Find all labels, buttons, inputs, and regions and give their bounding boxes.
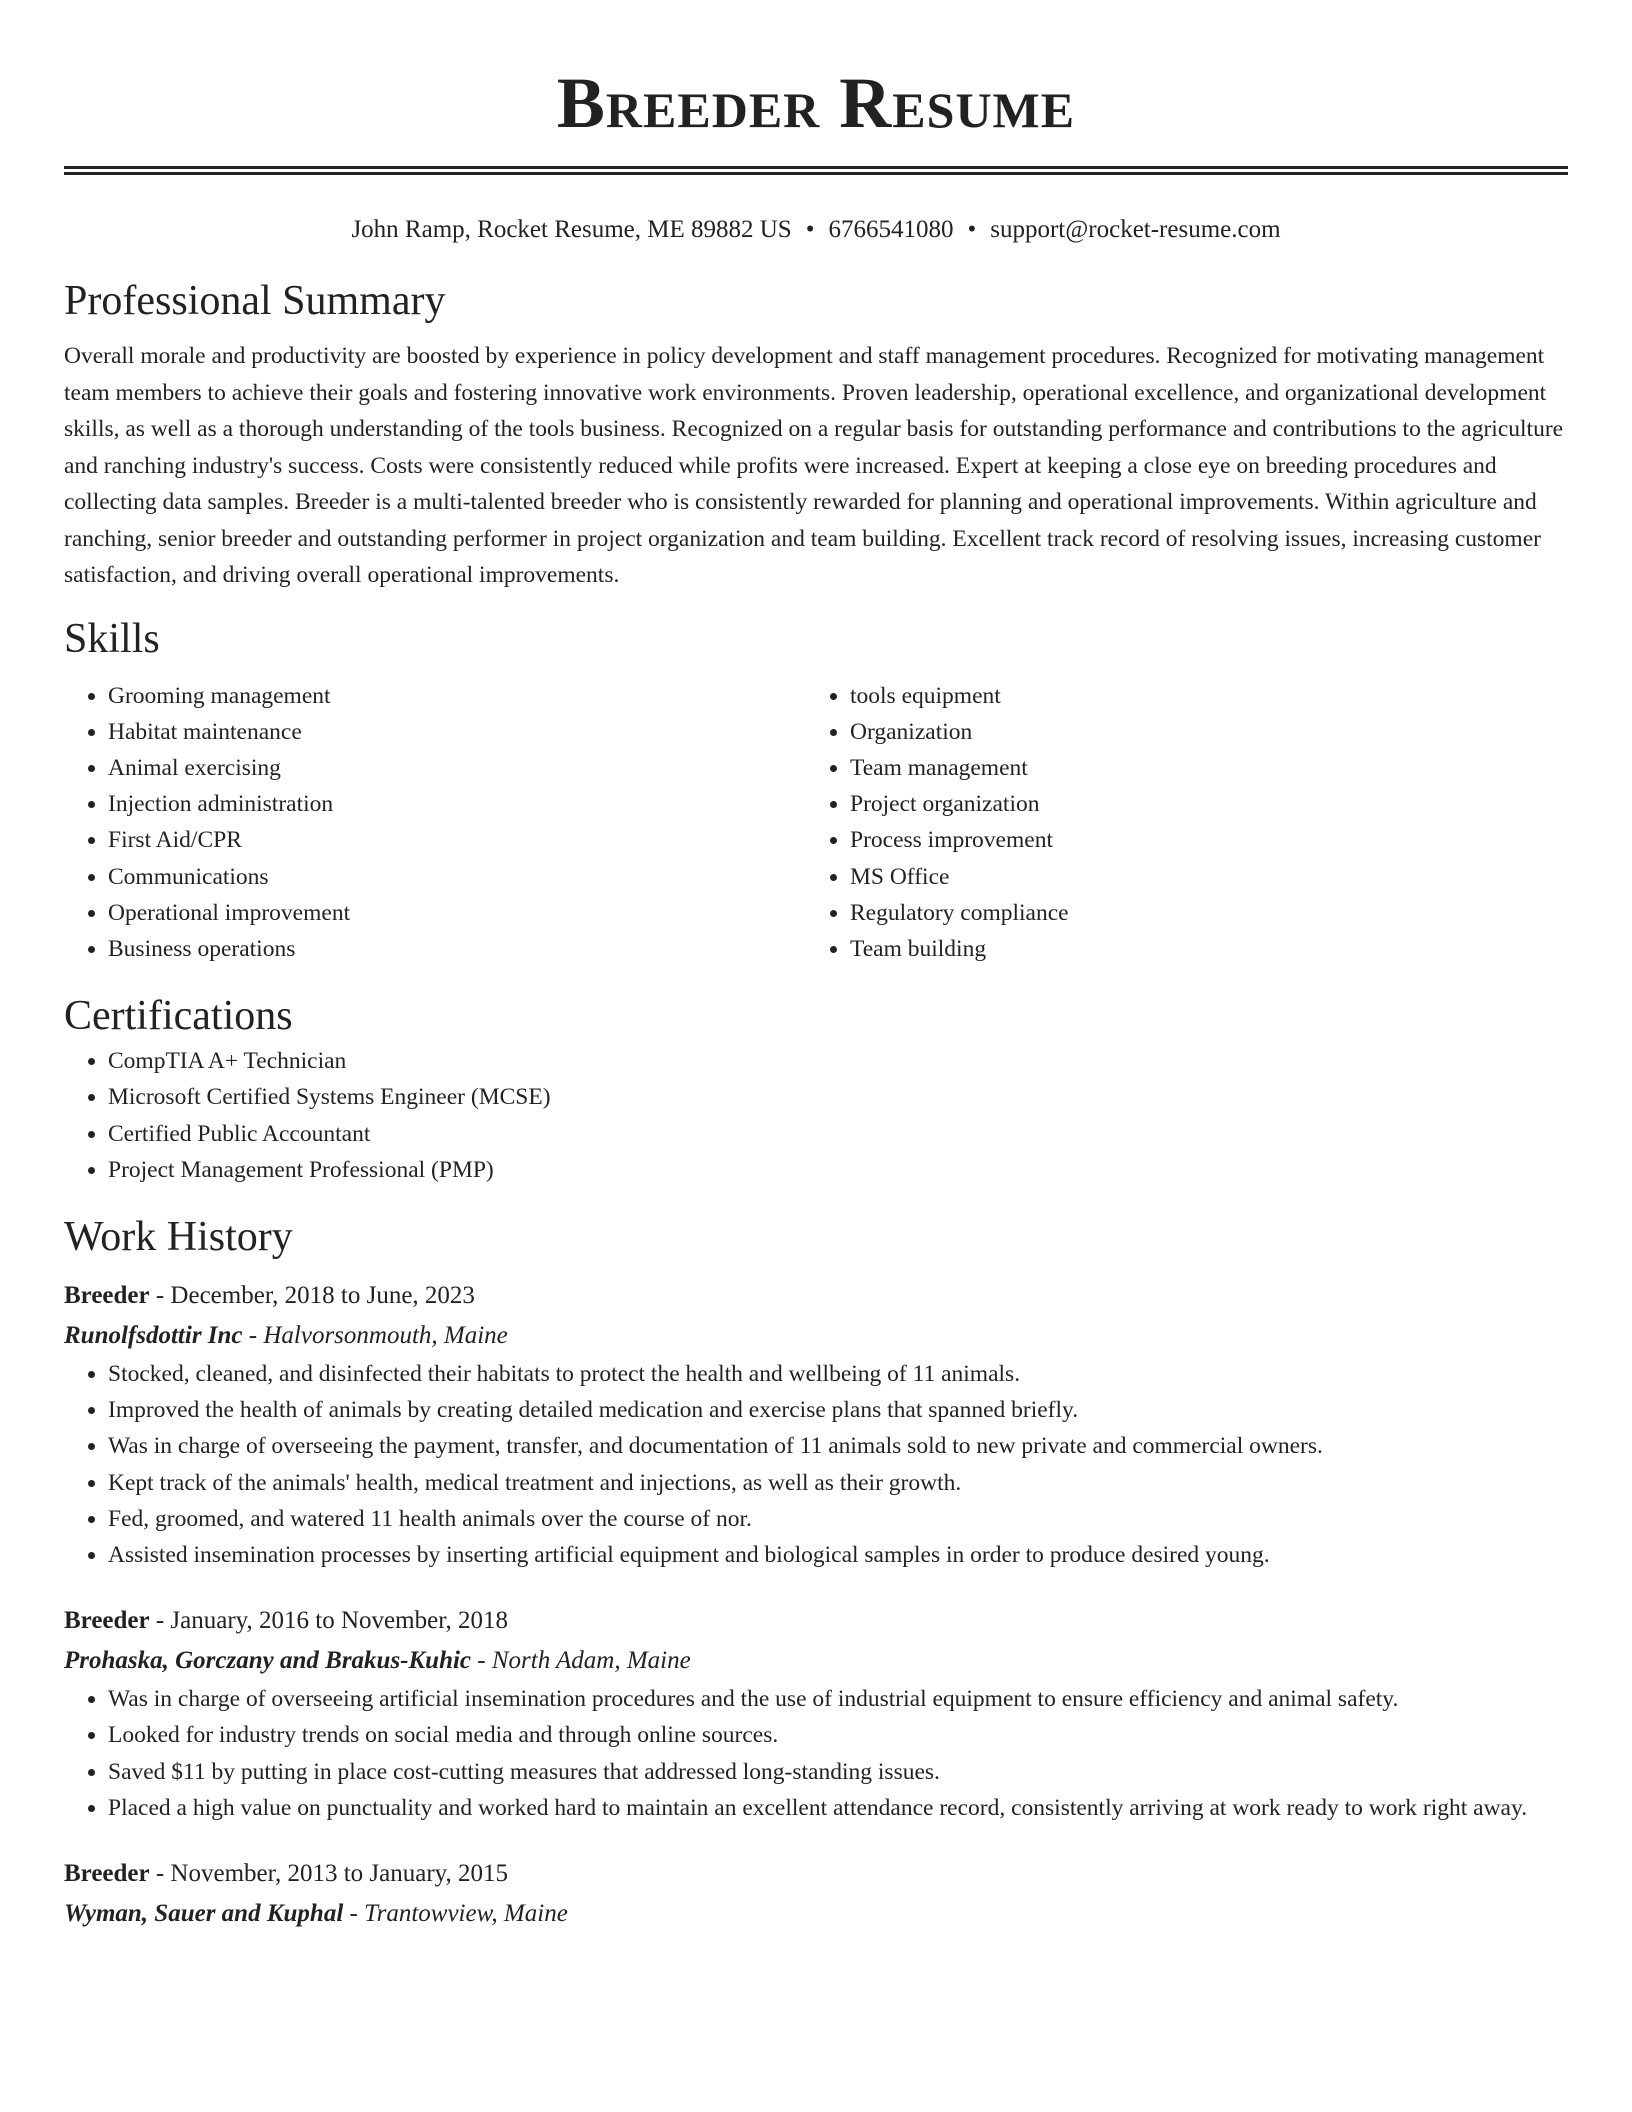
job-company-line [64, 1641, 1568, 1681]
job-entry [64, 1276, 1568, 1573]
skill-item: • Business operations [108, 931, 806, 967]
contact-email: support@rocket-resume.com [990, 216, 1281, 243]
contact-separator: • [805, 216, 815, 243]
resume-title: Breeder Resume [556, 63, 1076, 143]
skill-item: • Grooming management [108, 678, 806, 714]
company-name: Runolfsdottir Inc [64, 1321, 243, 1349]
skill-item: • Operational improvement [108, 895, 806, 931]
skills-column-left [64, 678, 806, 968]
skills-heading: Skills [64, 615, 160, 662]
contact-phone: 6766541080 [828, 216, 954, 243]
skill-item: • Communications [108, 859, 806, 895]
certification-item: • Microsoft Certified Systems Engineer (MCSE) [108, 1079, 1568, 1115]
job-header [64, 1601, 1568, 1641]
skill-item: • Team building [850, 931, 1548, 967]
certification-item: • Certified Public Accountant [108, 1116, 1568, 1152]
summary-heading: Professional Summary [64, 278, 446, 324]
job-bullet: • Was in charge of overseeing the payment, transfer, and documentation of 11 animals sold to new private and commercial owners. [108, 1428, 1568, 1464]
contact-separator: • [967, 216, 977, 243]
job-header [64, 1854, 1568, 1894]
certification-item: • CompTIA A+ Technician [108, 1043, 1568, 1079]
job-company-line [64, 1894, 1568, 1934]
resume-page [64, 0, 1568, 1934]
job-bullet: • Was in charge of overseeing artificial insemination procedures and the use of industrial equipment to ensure efficiency and animal safety. [108, 1681, 1568, 1717]
job-bullet: • Fed, groomed, and watered 11 health animals over the course of nor. [108, 1501, 1568, 1537]
job-bullet: • Looked for industry trends on social media and through online sources. [108, 1717, 1568, 1753]
job-bullet: • Kept track of the animals' health, medical treatment and injections, as well as their growth. [108, 1465, 1568, 1501]
job-bullets [64, 1356, 1568, 1573]
job-bullet: • Assisted insemination processes by inserting artificial equipment and biological samples in order to produce desired young. [108, 1537, 1568, 1573]
skill-item: • Regulatory compliance [850, 895, 1548, 931]
skills-grid [64, 678, 1568, 968]
job-bullet: • Placed a high value on punctuality and worked hard to maintain an excellent attendance record, consistently arriving at work ready to work right away. [108, 1790, 1568, 1826]
job-title: Breeder [64, 1281, 150, 1309]
company-location: - Trantowview, Maine [343, 1899, 568, 1927]
skill-item: • Animal exercising [108, 750, 806, 786]
skills-column-right [806, 678, 1548, 968]
job-dates: - January, 2016 to November, 2018 [149, 1607, 509, 1635]
company-name: Prohaska, Gorczany and Brakus-Kuhic [64, 1647, 472, 1675]
job-title: Breeder [64, 1607, 150, 1635]
certifications-list [64, 1043, 1568, 1188]
skill-item: • Habitat maintenance [108, 714, 806, 750]
skill-item: • tools equipment [850, 678, 1548, 714]
job-dates: - December, 2018 to June, 2023 [149, 1281, 475, 1309]
job-bullet: • Saved $11 by putting in place cost-cutting measures that addressed long-standing issues. [108, 1754, 1568, 1790]
title-double-rule [64, 166, 1568, 175]
job-dates: - November, 2013 to January, 2015 [149, 1859, 509, 1887]
skills-list-right [806, 678, 1548, 968]
skill-item: • Team management [850, 750, 1548, 786]
job-bullet: • Stocked, cleaned, and disinfected their habitats to protect the health and wellbeing of 11 animals. [108, 1356, 1568, 1392]
skill-item: • Project organization [850, 786, 1548, 822]
contact-address: John Ramp, Rocket Resume, ME 89882 US [351, 216, 792, 243]
skill-item: • Process improvement [850, 822, 1548, 858]
certification-item: • Project Management Professional (PMP) [108, 1152, 1568, 1188]
skill-item: • First Aid/CPR [108, 822, 806, 858]
job-title: Breeder [64, 1859, 150, 1887]
contact-line [64, 213, 1568, 247]
company-location: - North Adam, Maine [471, 1647, 691, 1675]
job-bullets [64, 1681, 1568, 1826]
job-header [64, 1276, 1568, 1316]
job-bullet: • Improved the health of animals by creating detailed medication and exercise plans that spanned briefly. [108, 1392, 1568, 1428]
summary-text: Overall morale and productivity are boosted by experience in policy development and staff management procedures. Recognized for motivating management team members to achieve their goals and fostering innovative work environments. Proven leadership, operational excellence, and organizational development skills, as well as a thorough understanding of the tools business. Recognized on a regular basis for outstanding performance and contributions to the agriculture and ranching industry's success. Costs were consistently reduced while profits were increased. Expert at keeping a close eye on breeding procedures and collecting data samples. Breeder is a multi-talented breeder who is consistently rewarded for planning and operational improvements. Within agriculture and ranching, senior breeder and outstanding performer in project organization and team building. Excellent track record of resolving issues, increasing customer satisfaction, and driving overall operational improvements. [64, 343, 1564, 588]
skill-item: • Injection administration [108, 786, 806, 822]
skill-item: • Organization [850, 714, 1548, 750]
certifications-heading: Certifications [64, 993, 293, 1040]
job-company-line [64, 1316, 1568, 1356]
company-name: Wyman, Sauer and Kuphal [64, 1899, 344, 1927]
skills-list-left [64, 678, 806, 968]
skill-item: • MS Office [850, 859, 1548, 895]
job-entry [64, 1854, 1568, 1934]
work-history-heading: Work History [64, 1213, 293, 1260]
company-location: - Halvorsonmouth, Maine [242, 1321, 508, 1349]
job-entry [64, 1601, 1568, 1826]
